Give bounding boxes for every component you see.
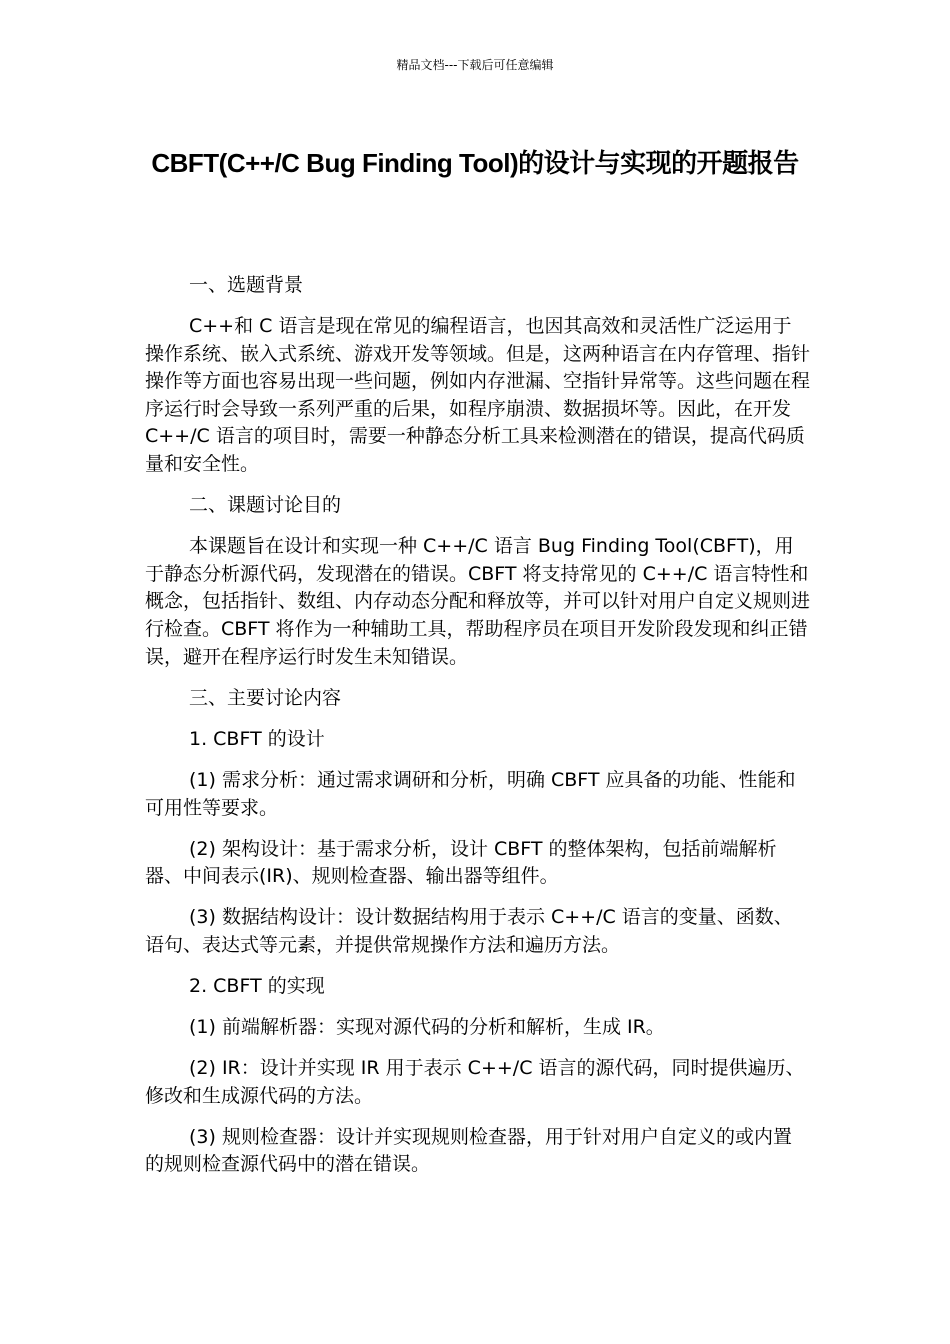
paragraph-ir: (2) IR：设计并实现 IR 用于表示 C++/C 语言的源代码，同时提供遍历、修改和生成源代码的方法。 [145,1057,805,1107]
paragraph-background: C++和 C 语言是现在常见的编程语言，也因其高效和灵活性广泛运用于操作系统、嵌入式系统、游戏开发等领域。但是，这两种语言在内存管理、指针操作等方面也容易出现一些问题，例如内存泄漏、空指针异常等。这些问题在程序运行时会导致一系列严重的后果，如程序崩溃、数据损坏等。因此，在开发 C++/C 语言的项目时，需要一种静态分析工具来检测潜在的错误，提高代码质量和安全性。 [145,315,811,476]
document-title: CBFT(C++/C Bug Finding Tool)的设计与实现的开题报告 [151,148,799,178]
paragraph-frontend-parser: (1) 前端解析器：实现对源代码的分析和解析，生成 IR。 [189,1016,665,1039]
subsection-heading-design: 1. CBFT 的设计 [189,727,325,750]
paragraph-data-structure-design: (3) 数据结构设计：设计数据结构用于表示 C++/C 语言的变量、函数、语句、表达式等元素，并提供常规操作方法和遍历方法。 [145,906,793,956]
paragraph-architecture-design: (2) 架构设计：基于需求分析，设计 CBFT 的整体架构，包括前端解析器、中间表示(IR)、规则检查器、输出器等组件。 [145,837,777,888]
paragraph-requirements-analysis: (1) 需求分析：通过需求调研和分析，明确 CBFT 应具备的功能、性能和可用性等要求。 [145,768,796,819]
page-header: 精品文档---下载后可任意编辑 [396,58,554,72]
paragraph-rule-checker: (3) 规则检查器：设计并实现规则检查器，用于针对用户自定义的或内置的规则检查源代码中的潜在错误。 [145,1125,792,1176]
document-body [145,272,810,1193]
section-heading-main-content: 三、主要讨论内容 [189,686,342,709]
section-heading-purpose: 二、课题讨论目的 [189,494,342,517]
section-heading-background: 一、选题背景 [189,274,304,296]
paragraph-purpose: 本课题旨在设计和实现一种 C++/C 语言 Bug Finding Tool(CBFT)，用于静态分析源代码，发现潜在的错误。CBFT 将支持常见的 C++/C 语言特性和概念，包括指针、数组、内存动态分配和释放等，并可以针对用户自定义规则进行检查。CBFT 将作为一种辅助工具，帮助程序员在项目开发阶段发现和纠正错误，避开在程序运行时发生未知错误。 [145,535,811,668]
subsection-heading-implementation: 2. CBFT 的实现 [189,974,325,997]
